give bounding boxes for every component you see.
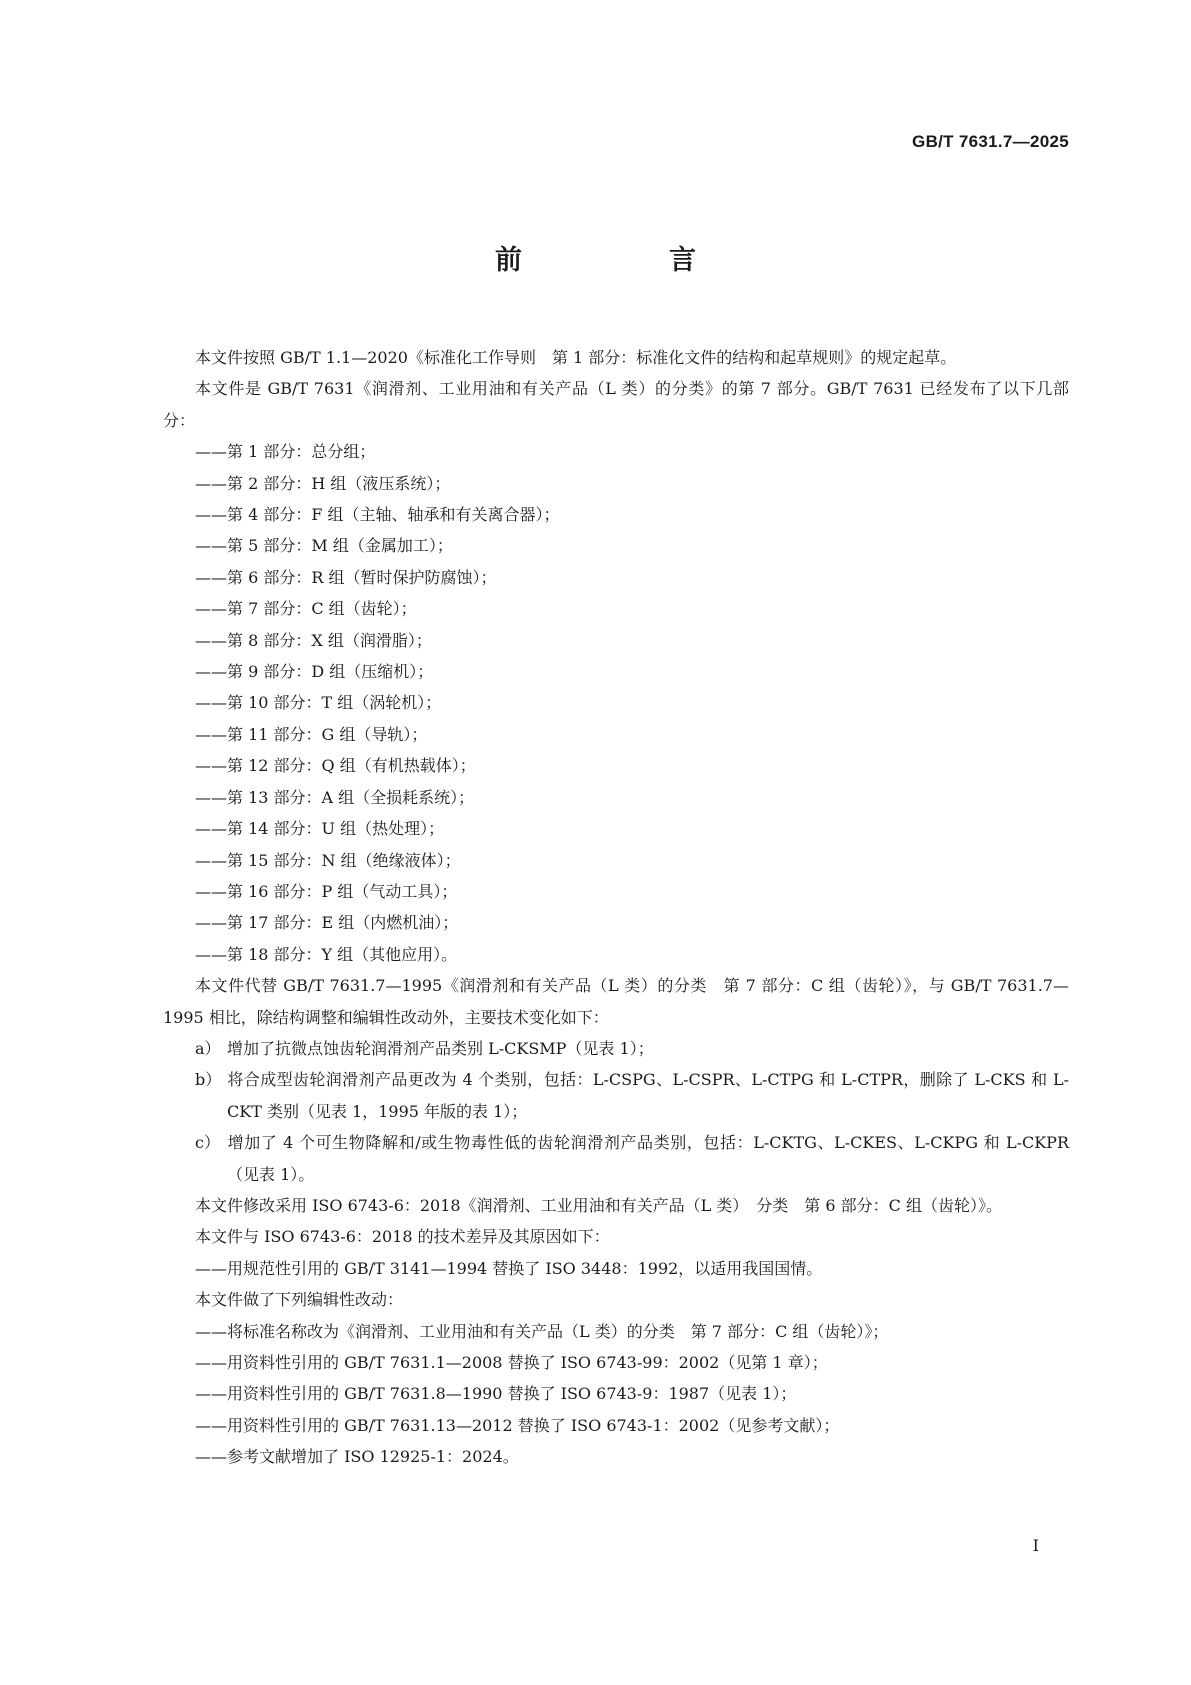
list-item: ——第 15 部分：N 组（绝缘液体）； — [195, 850, 461, 870]
paragraph-tech-differences: 本文件与 ISO 6743-6：2018 的技术差异及其原因如下： — [195, 1227, 610, 1247]
list-item: ——用规范性引用的 GB/T 3141—1994 替换了 ISO 3448：1992，以适用我国国情。 — [195, 1258, 823, 1278]
item-text: 增加了抗微点蚀齿轮润滑剂产品类别 L-CKSMP（见表 1）； — [227, 1038, 654, 1058]
list-item: ——第 8 部分：X 组（润滑脂）； — [195, 630, 432, 650]
paragraph-adoption: 本文件修改采用 ISO 6743-6：2018《润滑剂、工业用油和有关产品（L 类） 分类 第 6 部分：C 组（齿轮）》。 — [195, 1195, 1002, 1215]
page-number: I — [1032, 1536, 1039, 1555]
parts-list — [163, 436, 1069, 970]
standard-code: GB/T 7631.7—2025 — [912, 132, 1069, 151]
list-item: ——第 9 部分：D 组（压缩机）； — [195, 662, 434, 682]
paragraph-series-intro: 本文件是 GB/T 7631《润滑剂、工业用油和有关产品（L 类）的分类》的第 7 部分。GB/T 7631 已经发布了以下几部分： — [163, 379, 1069, 430]
list-item: ——第 17 部分：E 组（内燃机油）； — [195, 913, 459, 933]
list-item: ——第 7 部分：C 组（齿轮）； — [195, 599, 417, 619]
list-item: ——第 1 部分：总分组； — [195, 442, 376, 462]
list-item: ——第 18 部分：Y 组（其他应用）。 — [195, 944, 458, 964]
editorial-changes-list — [163, 1316, 1069, 1473]
item-text: 增加了 4 个可生物降解和/或生物毒性低的齿轮润滑剂产品类别，包括：L-CKTG、L-CKES、L-CKPG 和 L-CKPR（见表 1）。 — [227, 1133, 1069, 1184]
list-item: ——第 6 部分：R 组（暂时保护防腐蚀）； — [195, 567, 497, 587]
list-item: ——第 13 部分：A 组（全损耗系统）； — [195, 787, 475, 807]
list-item — [163, 1064, 1069, 1127]
list-item: ——用资料性引用的 GB/T 7631.8—1990 替换了 ISO 6743-9：1987（见表 1）； — [195, 1384, 797, 1404]
page-title: 前 言 — [495, 245, 756, 276]
list-item: ——参考文献增加了 ISO 12925-1：2024。 — [195, 1447, 519, 1467]
item-label: c） — [195, 1133, 220, 1153]
item-label: a） — [195, 1038, 221, 1058]
list-item: ——第 4 部分：F 组（主轴、轴承和有关离合器）； — [195, 505, 560, 525]
list-item: ——第 14 部分：U 组（热处理）； — [195, 819, 445, 839]
list-item: ——第 16 部分：P 组（气动工具）； — [195, 881, 458, 901]
foreword-body — [163, 342, 1069, 1473]
list-item: ——用资料性引用的 GB/T 7631.1—2008 替换了 ISO 6743-99：2002（见第 1 章）； — [195, 1353, 828, 1372]
list-item: ——第 12 部分：Q 组（有机热载体）； — [195, 756, 476, 776]
list-item — [163, 1033, 1069, 1064]
item-label: b） — [195, 1070, 222, 1090]
list-item: ——将标准名称改为《润滑剂、工业用油和有关产品（L 类）的分类 第 7 部分：C 组（齿轮）》； — [195, 1321, 889, 1341]
list-item: ——用资料性引用的 GB/T 7631.13—2012 替换了 ISO 6743-1：2002（见参考文献）； — [195, 1415, 840, 1435]
list-item: ——第 10 部分：T 组（涡轮机）； — [195, 693, 442, 713]
list-item: ——第 5 部分：M 组（金属加工）； — [195, 536, 453, 556]
paragraph-drafting-basis: 本文件按照 GB/T 1.1—2020《标准化工作导则 第 1 部分：标准化文件的结构和起草规则》的规定起草。 — [195, 348, 957, 367]
paragraph-editorial-changes: 本文件做了下列编辑性改动： — [195, 1290, 404, 1310]
list-item: ——第 2 部分：H 组（液压系统）； — [195, 473, 451, 493]
paragraph-replacement: 本文件代替 GB/T 7631.7—1995《润滑剂和有关产品（L 类）的分类 第 7 部分：C 组（齿轮）》，与 GB/T 7631.7—1995 相比，除结构调整和编辑性改动外，主要技术变化如下： — [163, 976, 1069, 1027]
list-item: ——第 11 部分：G 组（导轨）； — [195, 724, 428, 744]
technical-changes-list — [163, 1033, 1069, 1190]
item-text: 将合成型齿轮润滑剂产品更改为 4 个类别，包括：L-CSPG、L-CSPR、L-CTPG 和 L-CTPR，删除了 L-CKS 和 L-CKT 类别（见表 1，1995 年版的表 1）； — [227, 1070, 1069, 1121]
list-item — [163, 1127, 1069, 1190]
